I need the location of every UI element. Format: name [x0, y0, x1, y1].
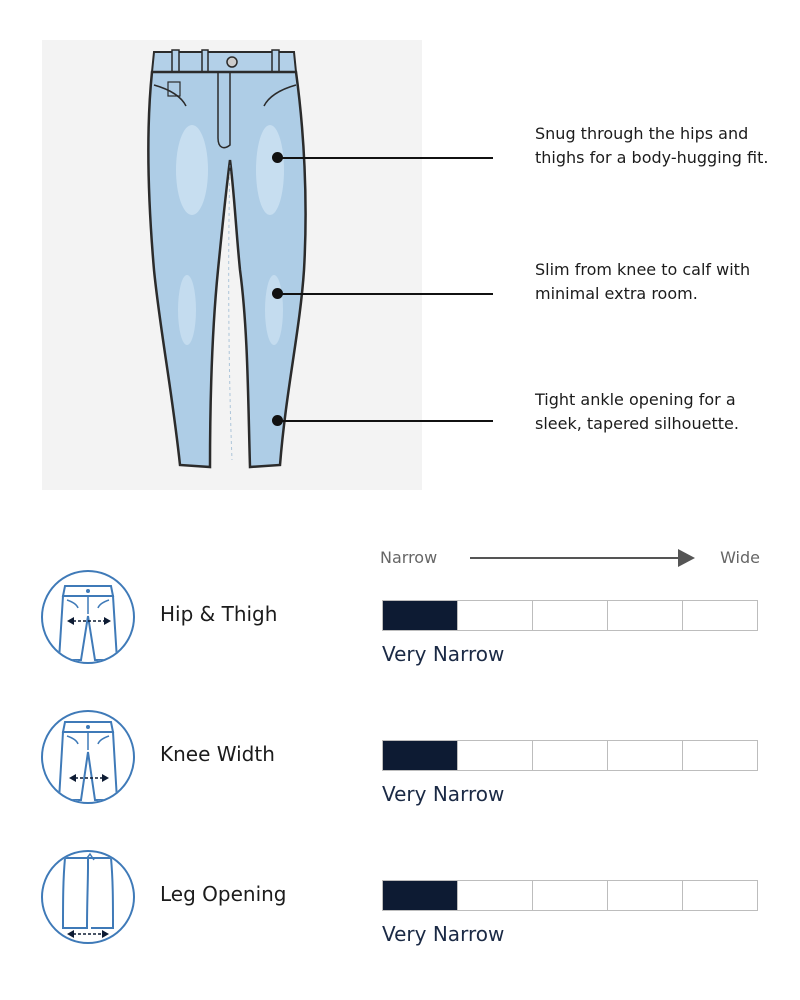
callout-line [277, 157, 493, 159]
meter-segment-filled [383, 741, 458, 770]
fit-label: Leg Opening [160, 882, 287, 906]
fit-label: Knee Width [160, 742, 275, 766]
callout-line [277, 420, 493, 422]
product-image [42, 40, 422, 490]
meter-segment-empty [683, 881, 757, 910]
callout-text: Slim from knee to calf with minimal extra room. [535, 260, 751, 303]
fit-meter [382, 740, 758, 771]
scale-low-label: Narrow [380, 548, 438, 567]
scale-arrow-line [470, 557, 678, 559]
meter-segment-empty [608, 601, 683, 630]
callout-line [277, 293, 493, 295]
meter-segment-empty [683, 741, 757, 770]
meter-segment-empty [533, 741, 608, 770]
meter-segment-filled [383, 601, 458, 630]
callout-text: Snug through the hips and thighs for a body-hugging fit. [535, 124, 769, 167]
fit-row-hip-thigh [0, 570, 800, 700]
fit-value: Very Narrow [382, 922, 505, 946]
meter-segment-empty [683, 601, 757, 630]
fit-row-leg-opening [0, 850, 800, 980]
fit-value: Very Narrow [382, 642, 505, 666]
fit-meter [382, 600, 758, 631]
scale-high-label: Wide [720, 548, 760, 567]
meter-segment-empty [458, 741, 533, 770]
meter-segment-empty [458, 881, 533, 910]
fit-row-knee-width [0, 710, 800, 840]
jeans-illustration [42, 40, 422, 490]
knee-width-icon [41, 710, 135, 804]
meter-segment-empty [458, 601, 533, 630]
fit-meter [382, 880, 758, 911]
fit-label: Hip & Thigh [160, 602, 278, 626]
fit-scale-legend [380, 544, 760, 572]
meter-segment-empty [533, 881, 608, 910]
meter-segment-filled [383, 881, 458, 910]
meter-segment-empty [533, 601, 608, 630]
callout-text: Tight ankle opening for a sleek, tapered silhouette. [535, 390, 739, 433]
fit-value: Very Narrow [382, 782, 505, 806]
meter-segment-empty [608, 741, 683, 770]
hip-thigh-icon [41, 570, 135, 664]
leg-opening-icon [41, 850, 135, 944]
arrow-right-icon [678, 549, 695, 567]
meter-segment-empty [608, 881, 683, 910]
